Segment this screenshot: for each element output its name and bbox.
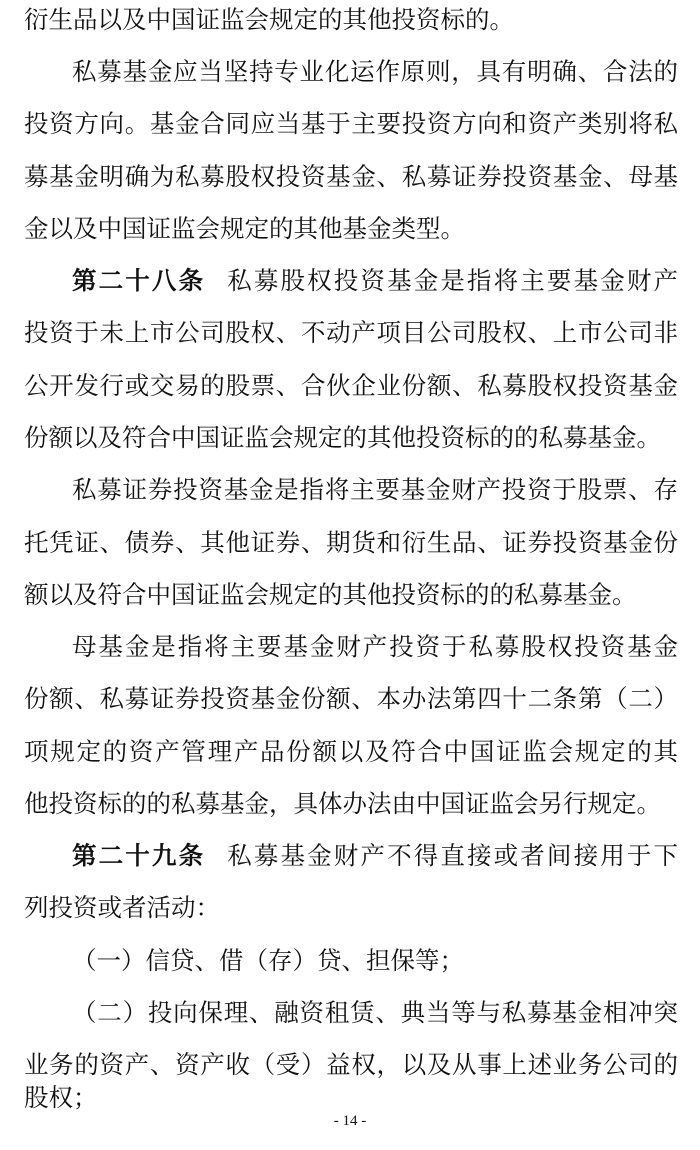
paragraph-2-line-2: 公开发行或交易的股票、合伙企业份额、私募股权投资基金 [24,371,678,400]
paragraph-4-line-3: 他投资标的的私募基金，具体办法由中国证监会另行规定。 [24,789,661,818]
paragraph-1-line-3: 金以及中国证监会规定的其他基金类型。 [24,214,465,243]
article-28-first-line [72,261,678,301]
article-29-first-line [72,836,678,876]
paragraph-4-line-2: 项规定的资产管理产品份额以及符合中国证监会规定的其 [24,737,678,766]
paragraph-0-line-0: 衍生品以及中国证监会规定的其他投资标的。 [24,5,514,34]
paragraph-5-line-0: 私募基金财产不得直接或者间接用于下 [227,841,679,870]
paragraph-5-line-1: 列投资或者活动： [24,893,220,922]
article-28-heading: 第二十八条 [72,266,206,295]
paragraph-3-line-0: 私募证券投资基金是指将主要基金财产投资于股票、存 [72,475,678,504]
paragraph-2-line-1: 投资于未上市公司股权、不动产项目公司股权、上市公司非 [24,318,678,347]
paragraph-7-line-2: 股权； [24,1083,98,1112]
paragraph-6-line-0: （一）信贷、借（存）贷、担保等； [72,946,464,975]
page-number: - 14 - [333,1113,367,1129]
paragraph-4-line-1: 份额、私募证券投资基金份额、本办法第四十二条第（二） [24,684,678,713]
paragraph-1-line-2: 募基金明确为私募股权投资基金、私募证券投资基金、母基 [24,162,678,191]
paragraph-2-line-3: 份额以及符合中国证监会规定的其他投资标的的私募基金。 [24,423,661,452]
paragraph-7-line-0: （二）投向保理、融资租赁、典当等与私募基金相冲突 [72,998,678,1027]
paragraph-3-line-1: 托凭证、债券、其他证券、期货和衍生品、证券投资基金份 [24,528,678,557]
paragraph-4-line-0: 母基金是指将主要基金财产投资于私募股权投资基金 [72,632,678,661]
paragraph-7-line-1: 业务的资产、资产收（受）益权，以及从事上述业务公司的 [24,1050,678,1079]
paragraph-1-line-1: 投资方向。基金合同应当基于主要投资方向和资产类别将私 [24,109,678,138]
paragraph-2-line-0: 私募股权投资基金是指将主要基金财产 [227,266,679,295]
paragraph-3-line-2: 额以及符合中国证监会规定的其他投资标的的私募基金。 [24,580,637,609]
article-29-heading: 第二十九条 [72,841,206,870]
paragraph-1-line-0: 私募基金应当坚持专业化运作原则，具有明确、合法的 [72,57,678,86]
